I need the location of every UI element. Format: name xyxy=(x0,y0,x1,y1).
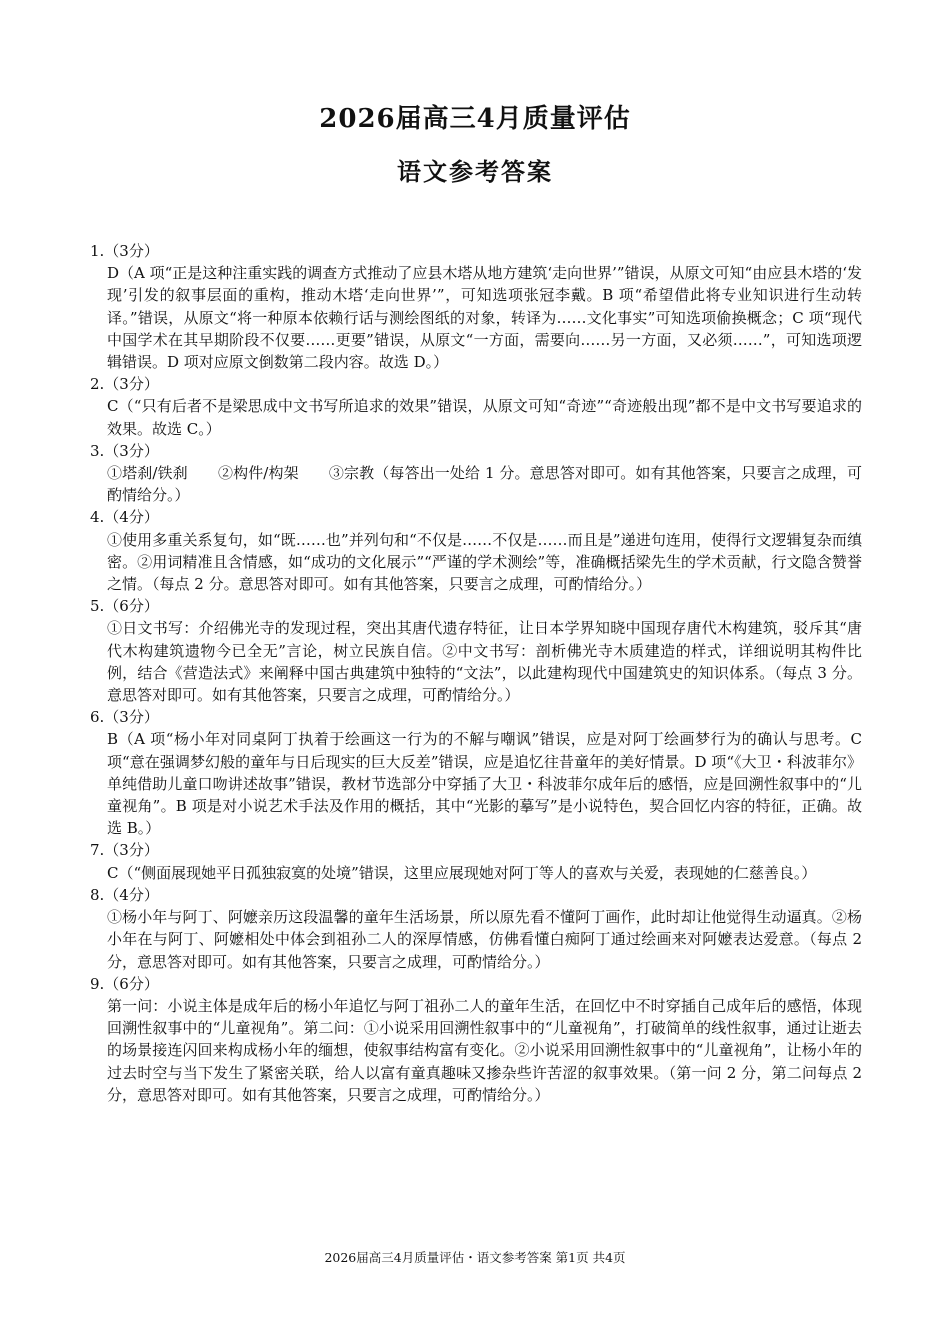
answer-item-3 xyxy=(90,440,862,507)
answer-list xyxy=(90,240,862,1106)
document-subtitle: 语文参考答案 xyxy=(397,157,553,186)
answer-header: 5.（6分） xyxy=(90,597,159,616)
answer-body: C（“只有后者不是梁思成中文书写所追求的效果”错误，从原文可知“奇迹”“奇迹般出现”都不是中文书写要追求的效果。故选 C。） xyxy=(107,397,862,438)
answer-body: ①杨小年与阿丁、阿嬷亲历这段温馨的童年生活场景，所以原先看不懂阿丁画作，此时却让他觉得生动逼真。②杨小年在与阿丁、阿嬷相处中体会到祖孙二人的深厚情感，仿佛看懂白痴阿丁通过绘画来对阿嬷表达爱意。（每点 2 分，意思答对即可。如有其他答案，只要言之成理，可酌情给分。） xyxy=(107,908,862,971)
answer-body: C（“侧面展现她平日孤独寂寞的处境”错误，这里应展现她对阿丁等人的喜欢与关爱，表现她的仁慈善良。） xyxy=(107,863,817,882)
answer-item-4 xyxy=(90,506,862,595)
answer-header: 3.（3分） xyxy=(90,441,159,460)
answer-item-9 xyxy=(90,973,862,1106)
answer-body: 第一问：小说主体是成年后的杨小年追忆与阿丁祖孙二人的童年生活，在回忆中不时穿插自己成年后的感悟，体现回溯性叙事中的“儿童视角”。第二问：①小说采用回溯性叙事中的“儿童视角”，打破简单的线性叙事，通过让逝去的场景接连闪回来构成杨小年的缅想，使叙事结构富有变化。②小说采用回溯性叙事中的“儿童视角”，让杨小年的过去时空与当下发生了紧密关联，给人以富有童真趣味又掺杂些许苦涩的叙事效果。（第一问 2 分，第二问每点 2 分，意思答对即可。如有其他答案，只要言之成理，可酌情给分。） xyxy=(107,996,862,1104)
page-footer: 2026届高三4月质量评估・语文参考答案 第1页 共4页 xyxy=(324,1250,626,1265)
answer-body: D（A 项“正是这种注重实践的调查方式推动了应县木塔从地方建筑‘走向世界’”错误，从原文可知“由应县木塔的‘发现’引发的叙事层面的重构，推动木塔‘走向世界’”，可知选项张冠李戴。B 项“希望借此将专业知识进行生动转译。”错误，从原文“将一种原本依赖行话与测绘图纸的对象，转译为……文化事实”可知选项偷换概念；C 项“现代中国学术在其早期阶段不仅要……更要”错误，从原文“一方面，需要向……另一方面，又必须……”，可知选项逻辑错误。D 项对应原文倒数第二段内容。故选 D。） xyxy=(107,264,862,372)
answer-item-2 xyxy=(90,373,862,440)
answer-header: 7.（3分） xyxy=(90,841,159,860)
answer-item-1 xyxy=(90,240,862,373)
answer-item-5 xyxy=(90,595,862,706)
answer-header: 9.（6分） xyxy=(90,974,159,993)
answer-header: 4.（4分） xyxy=(90,508,159,527)
answer-header: 1.（3分） xyxy=(90,242,159,260)
answer-body: B（A 项“杨小年对同桌阿丁执着于绘画这一行为的不解与嘲讽”错误，应是对阿丁绘画梦行为的确认与思考。C 项“意在强调梦幻般的童年与日后现实的巨大反差”错误，应是追忆往昔童年的美好情景。D 项“《大卫・科波菲尔》单纯借助儿童口吻讲述故事”错误，教材节选部分中穿插了大卫・科波菲尔成年后的感悟，应是回溯性叙事中的“儿童视角”。B 项是对小说艺术手法及作用的概括，其中“光影的摹写”是小说特色，契合回忆内容的特征，正确。故选 B。） xyxy=(107,730,862,838)
answer-header: 2.（3分） xyxy=(90,375,159,394)
answer-item-7 xyxy=(90,839,862,883)
answer-header: 8.（4分） xyxy=(90,885,159,904)
answer-item-6 xyxy=(90,706,862,839)
answer-header: 6.（3分） xyxy=(90,708,159,727)
document-title: 2026届高三4月质量评估 xyxy=(319,104,631,134)
answer-item-8 xyxy=(90,884,862,973)
answer-body: ①日文书写：介绍佛光寺的发现过程，突出其唐代遗存特征，让日本学界知晓中国现存唐代木构建筑，驳斥其“唐代木构建筑遗物今已全无”言论，树立民族自信。②中文书写：剖析佛光寺木质建造的样式，详细说明其构件比例，结合《营造法式》来阐释中国古典建筑中独特的“文法”，以此建构现代中国建筑史的知识体系。（每点 3 分。意思答对即可。如有其他答案，只要言之成理，可酌情给分。） xyxy=(107,619,862,705)
answer-body: ①使用多重关系复句，如“既……也”并列句和“不仅是……不仅是……而且是”递进句连用，使得行文逻辑复杂而缜密。②用词精准且含情感，如“成功的文化展示”“严谨的学术测绘”等，准确概括梁先生的学术贡献，行文隐含赞誉之情。（每点 2 分。意思答对即可。如有其他答案，只要言之成理，可酌情给分。） xyxy=(107,530,862,594)
answer-body: ①塔刹/铁刹 ②构件/构架 ③宗教（每答出一处给 1 分。意思答对即可。如有其他答案，只要言之成理，可酌情给分。） xyxy=(107,464,862,505)
